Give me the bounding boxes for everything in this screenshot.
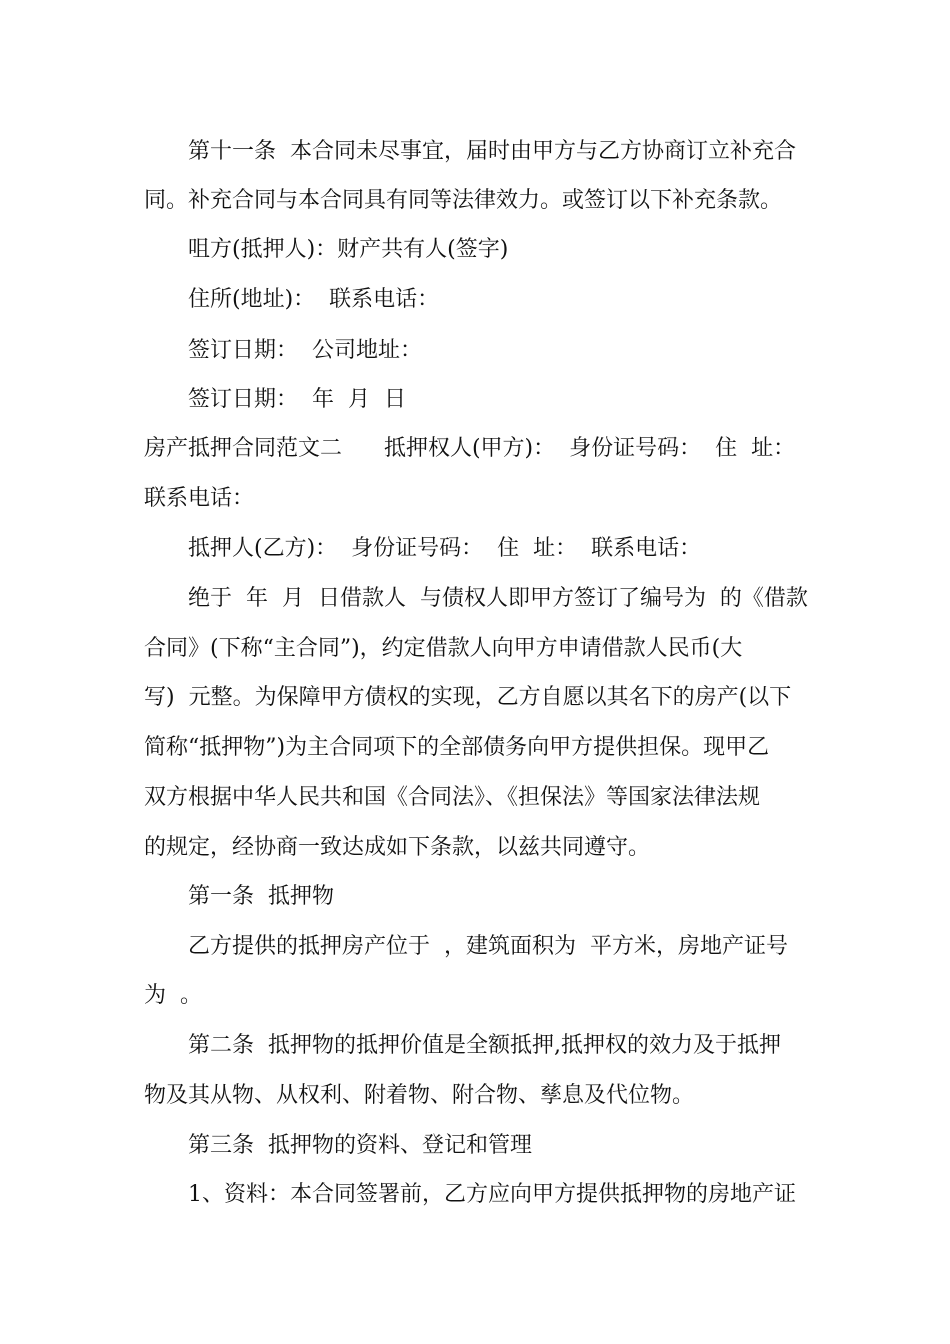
paragraph-line: 绝于 年 月 日借款人 与债权人即甲方签订了编号为 的《借款 xyxy=(188,586,808,611)
paragraph-line: 同。补充合同与本合同具有同等法律效力。或签订以下补充条款。 xyxy=(144,188,783,213)
paragraph-line: 1、资料：本合同签署前，乙方应向甲方提供抵押物的房地产证 xyxy=(188,1182,796,1207)
paragraph-line: 咀方(抵押人)：财产共有人(签字) xyxy=(188,237,509,262)
paragraph-line: 住所(地址)： 联系电话： xyxy=(188,287,440,312)
paragraph-line: 抵押人(乙方)： 身份证号码： 住 址： 联系电话： xyxy=(188,536,702,561)
paragraph-line: 联系电话： xyxy=(144,486,255,511)
paragraph-line: 签订日期： 公司地址： xyxy=(188,338,422,363)
paragraph-line: 第二条 抵押物的抵押价值是全额抵押,抵押权的效力及于抵押 xyxy=(188,1033,781,1058)
paragraph-line: 乙方提供的抵押房产位于 ，建筑面积为 平方米，房地产证号 xyxy=(188,934,788,959)
paragraph-line: 物及其从物、从权利、附着物、附合物、孳息及代位物。 xyxy=(144,1083,695,1108)
paragraph-line: 房产抵押合同范文二 抵押权人(甲方)： 身份证号码： 住 址： xyxy=(144,436,796,461)
paragraph-line: 签订日期： 年 月 日 xyxy=(188,387,406,412)
paragraph-line: 合同》(下称“主合同”)，约定借款人向甲方申请借款人民币(大 xyxy=(144,636,743,661)
paragraph-line: 为 。 xyxy=(144,983,202,1008)
paragraph-line: 第十一条 本合同未尽事宜，届时由甲方与乙方协商订立补充合 xyxy=(188,139,796,164)
paragraph-line: 写) 元整。为保障甲方债权的实现，乙方自愿以其名下的房产(以下 xyxy=(144,685,792,710)
paragraph-line: 双方根据中华人民共和国《合同法》、《担保法》等国家法律法规 xyxy=(144,785,761,810)
paragraph-line: 简称“抵押物”)为主合同项下的全部债务向甲方提供担保。现甲乙 xyxy=(144,735,770,760)
paragraph-line: 第一条 抵押物 xyxy=(188,884,334,909)
paragraph-line: 的规定，经协商一致达成如下条款，以兹共同遵守。 xyxy=(144,835,651,860)
paragraph-line: 第三条 抵押物的资料、登记和管理 xyxy=(188,1133,532,1158)
